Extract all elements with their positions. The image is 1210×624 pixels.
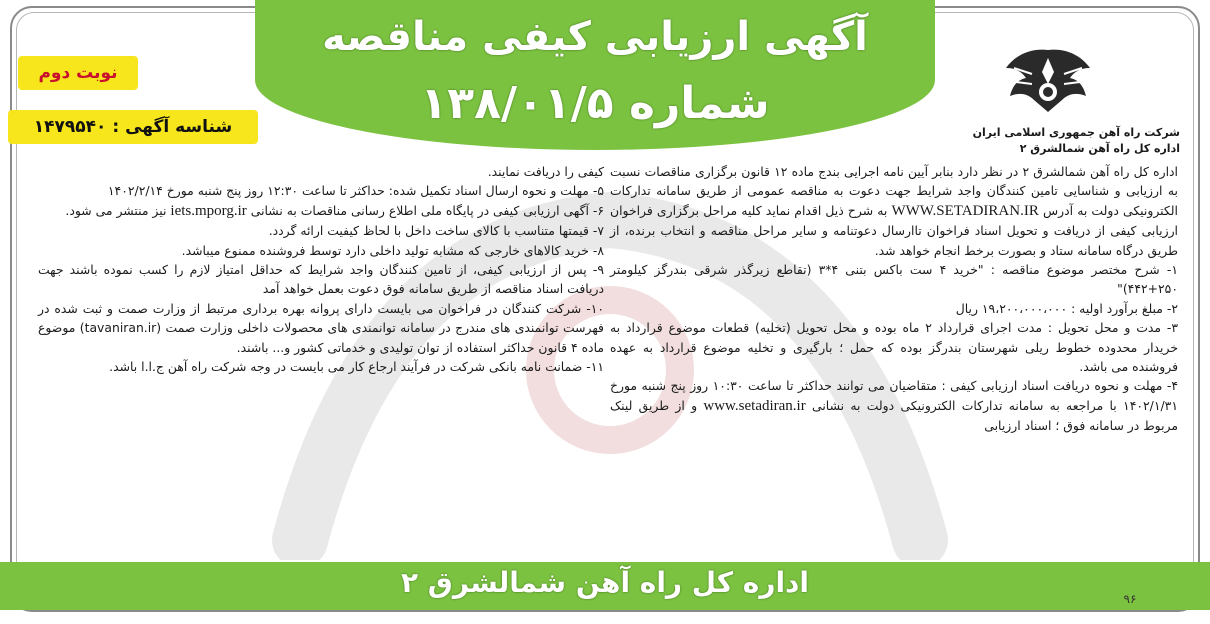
item-5: ۵- مهلت و نحوه ارسال اسناد تکمیل شده: حداکثر تا ساعت ۱۲:۳۰ روز پنج شنبه مورخ ۱۴۰۲/۲/۱۴ [107, 183, 604, 199]
tavaniran-link[interactable]: (tavaniran.ir) [79, 320, 162, 336]
intro-text-cont: به شرح ذیل اقدام نماید کلیه مراحل برگزاری فراخوان ارزیابی کیفی از دریافت و تحویل اسناد فراخوان تاارسال دعوتنامه و سایر مراحل مناقصه و انتخاب برنده، از طریق درگاه سامانه ستاد و بصورت برخط انجام خواهد شد. [610, 202, 1178, 258]
right-column [610, 162, 1178, 436]
intro-text: اداره کل راه آهن شمالشرق ۲ در نظر دارد بنابر آیین نامه اجرایی بندج ماده ۱۲ قانون برگزاری مناقصات نسبت به ارزیابی و شناسایی تامین کنندگان واجد شرایط جهت دعوت به مناقصه عمومی از طریق سامانه تدارکات الکترونیکی دولت به آدرس [610, 164, 1178, 218]
setadiran-link[interactable]: www.setadiran.ir [703, 397, 806, 414]
item-11: ۱۱- ضمانت نامه بانکی شرکت در فرآیند ارجاع کار می بایست در وجه شرکت راه آهن ج.ا.ا باشد. [109, 359, 604, 375]
item-2: ۲- مبلغ برآورد اولیه : ۱۹،۲۰۰،۰۰۰،۰۰۰ ریال [955, 300, 1178, 316]
notice-id-badge: شناسه آگهی : ۱۴۷۹۵۴۰ [8, 110, 258, 144]
page-number: ۹۶ [1123, 592, 1137, 606]
item-4-text-cont: و از طریق لینک مربوط در سامانه فوق ؛ اسناد ارزیابی [610, 397, 1178, 434]
item-6-text: ۶- آگهی ارزیابی کیفی در پایگاه ملی اطلاع رسانی مناقصات به نشانی [250, 202, 604, 218]
round-badge: نوبت دوم [18, 56, 138, 90]
org-department: اداره کل راه آهن شمالشرق ۲ [1019, 142, 1180, 155]
item-6 [38, 201, 604, 221]
item-10 [38, 299, 604, 357]
continuation-line: کیفی را دریافت نمایند. [487, 164, 604, 179]
item-9: ۹- پس از ارزیابی کیفی، از تامین کنندگان واجد شرایط که حداقل امتیاز لازم را کسب نموده باشند جهت دریافت اسناد مناقصه از طریق سامانه فوق دعوت بعمل خواهد آمد [38, 262, 604, 297]
item-3: ۳- مدت و محل تحویل : مدت اجرای قرارداد ۲ ماه بوده و محل تحویل (تخلیه) قطعات موضوع قرارداد به خریدار محدوده خطوط ریلی شهرستان بندرگز بوده که حمل ؛ بارگیری و تخلیه موضوع قرارداد به عهده فروشنده می باشد. [610, 320, 1178, 375]
left-column [38, 162, 604, 376]
item-1: ۱- شرح مختصر موضوع مناقصه : "خرید ۴ ست باکس بتنی ۴*۳ (تقاطع زیرگذر شرقی بندرگز کیلومتر ۲۵۰+۴۴۲)" [610, 262, 1178, 297]
intro-paragraph [610, 162, 1178, 260]
item-10-text-cont: موضوع ماده ۴ قانون حداکثر استفاده از توان تولیدی و خدماتی کشور و... باشند. [38, 320, 604, 355]
footer-title: اداره کل راه آهن شمالشرق ۲ [400, 566, 810, 599]
item-4 [610, 376, 1178, 435]
item-7: ۷- قیمتها متناسب با کالای ساخت داخل با لحاظ کیفیت ارائه گردد. [268, 223, 604, 239]
item-6-text-cont: نیز منتشر می شود. [65, 202, 167, 218]
header [0, 0, 1210, 160]
setadiran-link-caps[interactable]: WWW.SETADIRAN.IR [891, 202, 1039, 219]
iets-link[interactable]: iets.mporg.ir [170, 202, 247, 219]
item-4-text: ۴- مهلت و نحوه دریافت اسناد ارزیابی کیفی : متقاضیان می توانند حداکثر تا ساعت ۱۰:۳۰ روز پنج شنبه مورخ ۱۴۰۲/۱/۳۱ با مراجعه به سامانه تدارکات الکترونیکی دولت به نشانی [610, 378, 1178, 413]
winged-railway-emblem-icon [1002, 38, 1094, 120]
notice-title: آگهی ارزیابی کیفی مناقصه [322, 14, 868, 60]
org-name: شرکت راه آهن جمهوری اسلامی ایران [972, 126, 1180, 139]
item-8: ۸- خرید کالاهای خارجی که مشابه تولید داخلی دارد توسط فروشنده ممنوع میباشد. [181, 242, 604, 258]
item-10-text: ۱۰- شرکت کنندگان در فراخوان می بایست دارای پروانه بهره برداری مرتبط از وزارت صمت و ثبت شده در فهرست توانمندی های مندرج در سامانه توانمندی های محصولات داخلی وزارت صمت [38, 300, 604, 336]
notice-number: شماره ۱۳۸/۰۱/۵ [420, 78, 770, 129]
